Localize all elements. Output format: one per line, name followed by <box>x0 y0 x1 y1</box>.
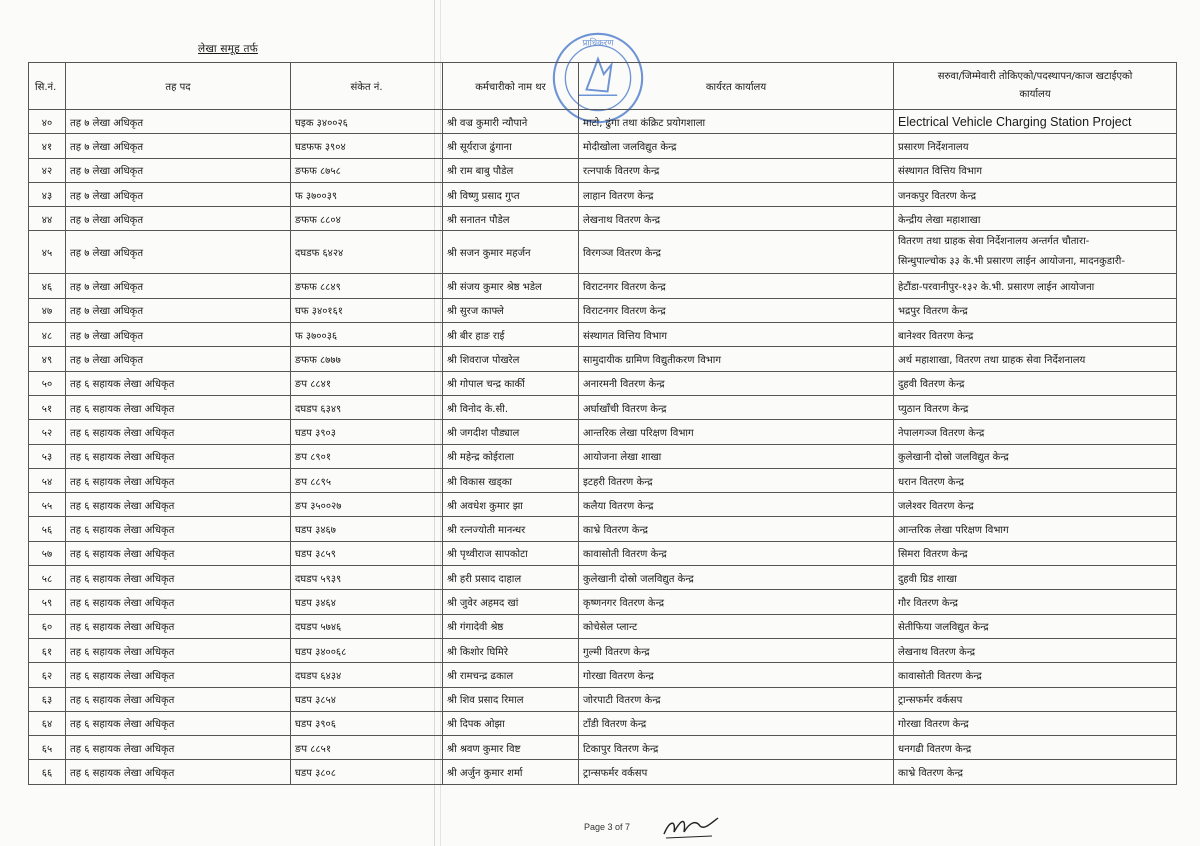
cell-level-position: तह ६ सहायक लेखा अधिकृत <box>66 614 291 638</box>
header-serial-number: सि.नं. <box>29 63 66 110</box>
cell-new-office: दुहवी वितरण केन्द्र <box>894 371 1177 395</box>
cell-code-number: घडप ३८०८ <box>291 760 443 784</box>
cell-new-office: प्युठान वितरण केन्द्र <box>894 395 1177 419</box>
cell-level-position: तह ६ सहायक लेखा अधिकृत <box>66 760 291 784</box>
header-current-office: कार्यरत कार्यालय <box>579 63 894 110</box>
cell-serial-number: ६१ <box>29 638 66 662</box>
cell-code-number: दघडप ६४३४ <box>291 663 443 687</box>
cell-code-number: ङप ८८४१ <box>291 371 443 395</box>
cell-employee-name: श्री सुरज काफ्ले <box>443 298 579 322</box>
cell-employee-name: श्री हरी प्रसाद दाहाल <box>443 566 579 590</box>
cell-code-number: ङप ८८५१ <box>291 736 443 760</box>
table-row <box>29 493 1177 517</box>
cell-employee-name: श्री विनोद के.सी. <box>443 395 579 419</box>
cell-level-position: तह ६ सहायक लेखा अधिकृत <box>66 663 291 687</box>
cell-new-office: धनगढी वितरण केन्द्र <box>894 736 1177 760</box>
cell-current-office: विरगञ्ज वितरण केन्द्र <box>579 231 894 274</box>
cell-current-office: रत्नपार्क वितरण केन्द्र <box>579 158 894 182</box>
cell-new-office-line1: वितरण तथा ग्राहक सेवा निर्देशनालय अन्तर्गत चौतारा- <box>898 236 1090 248</box>
cell-new-office: बानेश्वर वितरण केन्द्र <box>894 323 1177 347</box>
signature-icon <box>660 812 722 842</box>
table-row <box>29 590 1177 614</box>
cell-code-number: फ ३७००३९ <box>291 182 443 206</box>
cell-level-position: तह ७ लेखा अधिकृत <box>66 298 291 322</box>
cell-level-position: तह ७ लेखा अधिकृत <box>66 182 291 206</box>
cell-serial-number: ६३ <box>29 687 66 711</box>
cell-current-office: मोदीखोला जलविद्युत केन्द्र <box>579 134 894 158</box>
table-row <box>29 274 1177 298</box>
cell-code-number: घफ ३४०१६१ <box>291 298 443 322</box>
cell-code-number: घइक ३४००२६ <box>291 110 443 134</box>
cell-new-office: सेतीफिया जलविद्युत केन्द्र <box>894 614 1177 638</box>
cell-serial-number: ५३ <box>29 444 66 468</box>
cell-serial-number: ५१ <box>29 395 66 419</box>
header-new-office <box>894 63 1177 110</box>
cell-code-number: दघडप ५९३९ <box>291 566 443 590</box>
cell-new-office: Electrical Vehicle Charging Station Project <box>894 110 1177 134</box>
cell-current-office: सामुदायीक ग्रामिण विद्युतीकरण विभाग <box>579 347 894 371</box>
cell-level-position: तह ६ सहायक लेखा अधिकृत <box>66 371 291 395</box>
table-row <box>29 134 1177 158</box>
cell-employee-name: श्री पृथ्वीराज सापकोटा <box>443 541 579 565</box>
cell-employee-name: श्री शिव प्रसाद रिमाल <box>443 687 579 711</box>
table-row <box>29 638 1177 662</box>
cell-employee-name: श्री गंगादेवी श्रेष्ठ <box>443 614 579 638</box>
cell-level-position: तह ७ लेखा अधिकृत <box>66 323 291 347</box>
cell-code-number: घडप ३८५९ <box>291 541 443 565</box>
cell-employee-name: श्री रामचन्द्र ढकाल <box>443 663 579 687</box>
cell-code-number: ङफफ ८७७७ <box>291 347 443 371</box>
cell-current-office: गुल्मी वितरण केन्द्र <box>579 638 894 662</box>
cell-code-number: ङफफ ८८४९ <box>291 274 443 298</box>
cell-new-office: लेखनाथ वितरण केन्द्र <box>894 638 1177 662</box>
cell-serial-number: ६६ <box>29 760 66 784</box>
cell-new-office-line2: सिन्धुपाल्चोक ३३ के.भी प्रसारण लाईन आयोजना, मादनकुडारी- <box>898 256 1125 268</box>
cell-current-office: काभ्रे वितरण केन्द्र <box>579 517 894 541</box>
cell-new-office: हेटौंडा-परवानीपुर-१३२ के.भी. प्रसारण लाईन आयोजना <box>894 274 1177 298</box>
cell-code-number: फ ३७००३६ <box>291 323 443 347</box>
cell-serial-number: ५५ <box>29 493 66 517</box>
cell-employee-name: श्री जगदीश पौड्याल <box>443 420 579 444</box>
cell-current-office: टाँडी वितरण केन्द्र <box>579 711 894 735</box>
cell-new-office: भद्रपुर वितरण केन्द्र <box>894 298 1177 322</box>
table-row <box>29 687 1177 711</box>
cell-new-office: जलेश्वर वितरण केन्द्र <box>894 493 1177 517</box>
cell-level-position: तह ६ सहायक लेखा अधिकृत <box>66 493 291 517</box>
cell-level-position: तह ६ सहायक लेखा अधिकृत <box>66 736 291 760</box>
cell-new-office: गौर वितरण केन्द्र <box>894 590 1177 614</box>
cell-current-office: गोरखा वितरण केन्द्र <box>579 663 894 687</box>
cell-code-number: घडफफ ३९०४ <box>291 134 443 158</box>
table-row <box>29 517 1177 541</box>
cell-current-office: जोरपाटी वितरण केन्द्र <box>579 687 894 711</box>
cell-employee-name: श्री जुवेर अहमद खां <box>443 590 579 614</box>
cell-code-number: ङप ३५००२७ <box>291 493 443 517</box>
cell-level-position: तह ७ लेखा अधिकृत <box>66 134 291 158</box>
cell-employee-name: श्री रत्नज्योती मानन्धर <box>443 517 579 541</box>
cell-employee-name: श्री विष्णु प्रसाद गुप्त <box>443 182 579 206</box>
table-row <box>29 468 1177 492</box>
cell-new-office: धरान वितरण केन्द्र <box>894 468 1177 492</box>
cell-employee-name: श्री संजय कुमार श्रेष्ठ भडेल <box>443 274 579 298</box>
cell-code-number: घडप ३९०३ <box>291 420 443 444</box>
cell-serial-number: ४२ <box>29 158 66 182</box>
cell-new-office: काभ्रे वितरण केन्द्र <box>894 760 1177 784</box>
cell-level-position: तह ७ लेखा अधिकृत <box>66 158 291 182</box>
cell-level-position: तह ७ लेखा अधिकृत <box>66 231 291 274</box>
cell-current-office: इटहरी वितरण केन्द्र <box>579 468 894 492</box>
cell-serial-number: ५२ <box>29 420 66 444</box>
cell-employee-name: श्री अवधेश कुमार झा <box>443 493 579 517</box>
cell-current-office: विराटनगर वितरण केन्द्र <box>579 274 894 298</box>
cell-employee-name: श्री सजन कुमार महर्जन <box>443 231 579 274</box>
cell-new-office: ट्रान्सफर्मर वर्कसप <box>894 687 1177 711</box>
header-new-office-line2: कार्यालय <box>1019 89 1051 100</box>
cell-level-position: तह ६ सहायक लेखा अधिकृत <box>66 444 291 468</box>
header-code-number: संकेत नं. <box>291 63 443 110</box>
cell-serial-number: ५४ <box>29 468 66 492</box>
cell-level-position: तह ६ सहायक लेखा अधिकृत <box>66 395 291 419</box>
table-row <box>29 110 1177 134</box>
cell-serial-number: ६० <box>29 614 66 638</box>
cell-serial-number: ४६ <box>29 274 66 298</box>
cell-employee-name: श्री दिपक ओझा <box>443 711 579 735</box>
header-employee-name: कर्मचारीको नाम थर <box>443 63 579 110</box>
cell-employee-name: श्री विकास खड्का <box>443 468 579 492</box>
table-row <box>29 663 1177 687</box>
cell-code-number: ङफफ ८८०४ <box>291 207 443 231</box>
cell-employee-name: श्री महेन्द्र कोईराला <box>443 444 579 468</box>
cell-code-number: घडप ३४६७ <box>291 517 443 541</box>
cell-level-position: तह ७ लेखा अधिकृत <box>66 207 291 231</box>
cell-serial-number: ४९ <box>29 347 66 371</box>
table-row <box>29 395 1177 419</box>
header-level-position: तह पद <box>66 63 291 110</box>
cell-level-position: तह ६ सहायक लेखा अधिकृत <box>66 468 291 492</box>
cell-serial-number: ४७ <box>29 298 66 322</box>
cell-code-number: घडप ३९०६ <box>291 711 443 735</box>
cell-level-position: तह ६ सहायक लेखा अधिकृत <box>66 420 291 444</box>
cell-employee-name: श्री शिवराज पोखरेल <box>443 347 579 371</box>
cell-employee-name: श्री सूर्यराज ढुंगाना <box>443 134 579 158</box>
table-row <box>29 736 1177 760</box>
cell-employee-name: श्री वज्र कुमारी न्यौपाने <box>443 110 579 134</box>
cell-employee-name: श्री राम बाबु पौडेल <box>443 158 579 182</box>
cell-new-office: गोरखा वितरण केन्द्र <box>894 711 1177 735</box>
cell-code-number: ङफफ ८७५८ <box>291 158 443 182</box>
cell-current-office: संस्थागत वित्तिय विभाग <box>579 323 894 347</box>
header-new-office-line1: सरुवा/जिम्मेवारी तोकिएको/पदस्थापन/काज खटाईएको <box>937 71 1133 82</box>
cell-new-office: आन्तरिक लेखा परिक्षण विभाग <box>894 517 1177 541</box>
cell-current-office: माटो, ढुंगा तथा कंक्रिट प्रयोगशाला <box>579 110 894 134</box>
cell-level-position: तह ६ सहायक लेखा अधिकृत <box>66 541 291 565</box>
cell-level-position: तह ६ सहायक लेखा अधिकृत <box>66 711 291 735</box>
cell-current-office: लेखनाथ वितरण केन्द्र <box>579 207 894 231</box>
cell-current-office: अर्घाखाँची वितरण केन्द्र <box>579 395 894 419</box>
cell-code-number: घडप ३४००६८ <box>291 638 443 662</box>
cell-employee-name: श्री श्रवण कुमार विष्ट <box>443 736 579 760</box>
table-row <box>29 444 1177 468</box>
cell-level-position: तह ७ लेखा अधिकृत <box>66 110 291 134</box>
cell-serial-number: ४० <box>29 110 66 134</box>
cell-code-number: दघडप ६३४९ <box>291 395 443 419</box>
cell-level-position: तह ७ लेखा अधिकृत <box>66 274 291 298</box>
cell-employee-name: श्री सनातन पौडेल <box>443 207 579 231</box>
table-row <box>29 323 1177 347</box>
table-row <box>29 298 1177 322</box>
cell-level-position: तह ६ सहायक लेखा अधिकृत <box>66 566 291 590</box>
cell-level-position: तह ६ सहायक लेखा अधिकृत <box>66 687 291 711</box>
cell-employee-name: श्री बीर हाङ राई <box>443 323 579 347</box>
page-number-footer: Page 3 of 7 <box>584 822 631 832</box>
cell-current-office: टिकापुर वितरण केन्द्र <box>579 736 894 760</box>
table-row <box>29 614 1177 638</box>
table-row <box>29 760 1177 784</box>
cell-serial-number: ५६ <box>29 517 66 541</box>
table-row <box>29 420 1177 444</box>
staff-transfer-table <box>28 62 1177 785</box>
cell-serial-number: ५७ <box>29 541 66 565</box>
cell-level-position: तह ६ सहायक लेखा अधिकृत <box>66 638 291 662</box>
cell-current-office: कोचेसेल प्लान्ट <box>579 614 894 638</box>
cell-current-office: कावासोती वितरण केन्द्र <box>579 541 894 565</box>
cell-new-office: संस्थागत वित्तिय विभाग <box>894 158 1177 182</box>
table-row <box>29 371 1177 395</box>
cell-new-office <box>894 231 1177 274</box>
cell-current-office: कृष्णनगर वितरण केन्द्र <box>579 590 894 614</box>
cell-level-position: तह ६ सहायक लेखा अधिकृत <box>66 517 291 541</box>
cell-serial-number: ६५ <box>29 736 66 760</box>
cell-serial-number: ६४ <box>29 711 66 735</box>
section-heading: लेखा समूह तर्फ <box>198 43 258 55</box>
cell-serial-number: ४३ <box>29 182 66 206</box>
cell-serial-number: ४४ <box>29 207 66 231</box>
cell-serial-number: ४५ <box>29 231 66 274</box>
cell-current-office: आन्तरिक लेखा परिक्षण विभाग <box>579 420 894 444</box>
cell-code-number: घडप ३८५४ <box>291 687 443 711</box>
table-row <box>29 566 1177 590</box>
cell-current-office: अनारमनी वितरण केन्द्र <box>579 371 894 395</box>
table-row <box>29 541 1177 565</box>
seal-text: प्राधिकरण <box>582 38 614 49</box>
cell-serial-number: ४८ <box>29 323 66 347</box>
cell-employee-name: श्री अर्जुन कुमार शर्मा <box>443 760 579 784</box>
cell-current-office: ट्रान्सफर्मर वर्कसप <box>579 760 894 784</box>
cell-serial-number: ५० <box>29 371 66 395</box>
table-row <box>29 347 1177 371</box>
cell-new-office: अर्थ महाशाखा, वितरण तथा ग्राहक सेवा निर्देशनालय <box>894 347 1177 371</box>
cell-current-office: विराटनगर वितरण केन्द्र <box>579 298 894 322</box>
cell-level-position: तह ६ सहायक लेखा अधिकृत <box>66 590 291 614</box>
cell-serial-number: ४१ <box>29 134 66 158</box>
cell-code-number: ङप ८९०१ <box>291 444 443 468</box>
cell-code-number: दघडफ ६४२४ <box>291 231 443 274</box>
cell-code-number: दघडप ५७४६ <box>291 614 443 638</box>
table-row <box>29 207 1177 231</box>
cell-new-office: कुलेखानी दोस्रो जलविद्युत केन्द्र <box>894 444 1177 468</box>
table-header-row <box>29 63 1177 110</box>
cell-employee-name: श्री किशोर घिमिरे <box>443 638 579 662</box>
cell-level-position: तह ७ लेखा अधिकृत <box>66 347 291 371</box>
cell-serial-number: ५८ <box>29 566 66 590</box>
cell-new-office: जनकपुर वितरण केन्द्र <box>894 182 1177 206</box>
table-row <box>29 182 1177 206</box>
table-row <box>29 711 1177 735</box>
cell-new-office: केन्द्रीय लेखा महाशाखा <box>894 207 1177 231</box>
cell-employee-name: श्री गोपाल चन्द्र कार्की <box>443 371 579 395</box>
cell-serial-number: ६२ <box>29 663 66 687</box>
cell-new-office: प्रसारण निर्देशनालय <box>894 134 1177 158</box>
cell-current-office: लाहान वितरण केन्द्र <box>579 182 894 206</box>
table-row <box>29 158 1177 182</box>
table-row <box>29 231 1177 274</box>
cell-serial-number: ५९ <box>29 590 66 614</box>
cell-code-number: घडप ३४६४ <box>291 590 443 614</box>
cell-new-office: सिमरा वितरण केन्द्र <box>894 541 1177 565</box>
cell-new-office: कावासोती वितरण केन्द्र <box>894 663 1177 687</box>
cell-current-office: कुलेखानी दोस्रो जलविद्युत केन्द्र <box>579 566 894 590</box>
cell-code-number: ङप ८८९५ <box>291 468 443 492</box>
cell-current-office: आयोजना लेखा शाखा <box>579 444 894 468</box>
cell-new-office: नेपालगञ्ज वितरण केन्द्र <box>894 420 1177 444</box>
cell-new-office: दुहवी ग्रिड शाखा <box>894 566 1177 590</box>
cell-current-office: कलैया वितरण केन्द्र <box>579 493 894 517</box>
